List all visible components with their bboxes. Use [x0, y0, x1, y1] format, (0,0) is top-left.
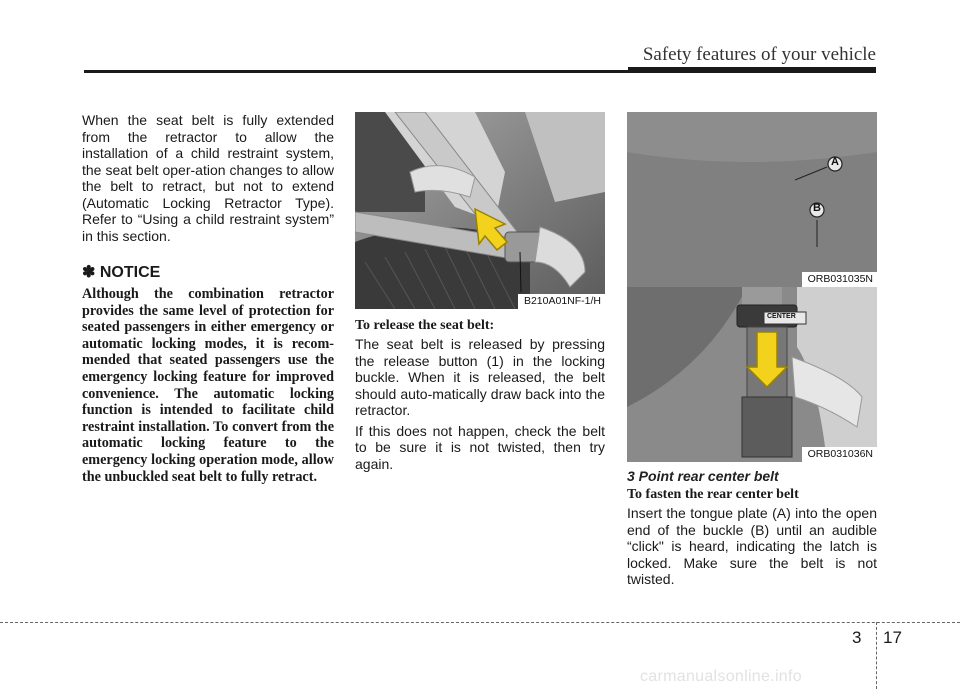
paragraph-check-twisted: If this does not happen, check the belt to be sure it is not twisted, then try again.	[355, 422, 605, 472]
paragraph-retractor: When the seat belt is fully extended from the retractor to allow the installation of a child restraint system, the seat belt oper-ation changes to allow the belt to retract, but not to extend (Automatic Locking Retractor Type). Refer to “Using a child restraint system” in this section.	[82, 112, 334, 244]
notice-heading	[82, 262, 334, 282]
subhead-fasten: To fasten the rear center belt	[627, 487, 799, 502]
paragraph-fasten: Insert the tongue plate (A) into the open end of the buckle (B) until an audible “click" is heard, indicating the latch is locked. Make sure the belt is not twisted.	[627, 505, 877, 587]
center-tag-label: CENTER	[767, 313, 796, 320]
figure-rear-seat	[627, 112, 877, 287]
center-buckle-illustration	[627, 287, 877, 462]
seat-belt-release-illustration	[355, 112, 605, 309]
rear-seat-illustration	[627, 112, 877, 287]
column-middle	[355, 112, 605, 476]
figure-label-a: A	[831, 156, 839, 168]
section-heading-rear-center-belt: 3 Point rear center belt	[627, 468, 779, 484]
footer-rule	[0, 622, 960, 623]
page-header-title: Safety features of your vehicle	[642, 44, 876, 65]
figure-label-b: B	[813, 202, 821, 214]
notice-body: Although the combination retractor provides the same level of protection for seated passengers in either emergency or automatic locking modes, it is recom-mended that seated passengers use the emergency locking feature for improved convenience. The automatic locking function is intended to facilitate child restraint installation. To convert from the automatic locking feature to the emergency locking operation mode, allow the unbuckled seat belt to fully retract.	[82, 286, 334, 485]
paragraph-release: The seat belt is released by pressing the release button (1) in the locking buckle. When it is released, the belt should auto-matically draw back into the retractor.	[355, 336, 605, 418]
figure-release-buckle	[355, 112, 605, 309]
figure-caption-orb031036n: ORB031036N	[802, 447, 877, 462]
figure-center-buckle	[627, 287, 877, 462]
figure-caption-b210: B210A01NF-1/H	[518, 294, 605, 309]
column-right	[627, 112, 877, 592]
notice-heading-text: NOTICE	[99, 264, 161, 281]
page-chapter-number: 3	[852, 628, 862, 647]
figure-caption-orb031035n: ORB031035N	[802, 272, 877, 287]
header-rule-accent	[628, 67, 876, 72]
page-number: 17	[883, 628, 902, 647]
watermark: carmanualsonline.info	[640, 668, 802, 685]
subhead-release: To release the seat belt:	[355, 318, 495, 333]
notice-symbol-icon: ✽	[82, 264, 96, 281]
column-left	[82, 112, 334, 489]
footer-divider	[876, 622, 877, 689]
